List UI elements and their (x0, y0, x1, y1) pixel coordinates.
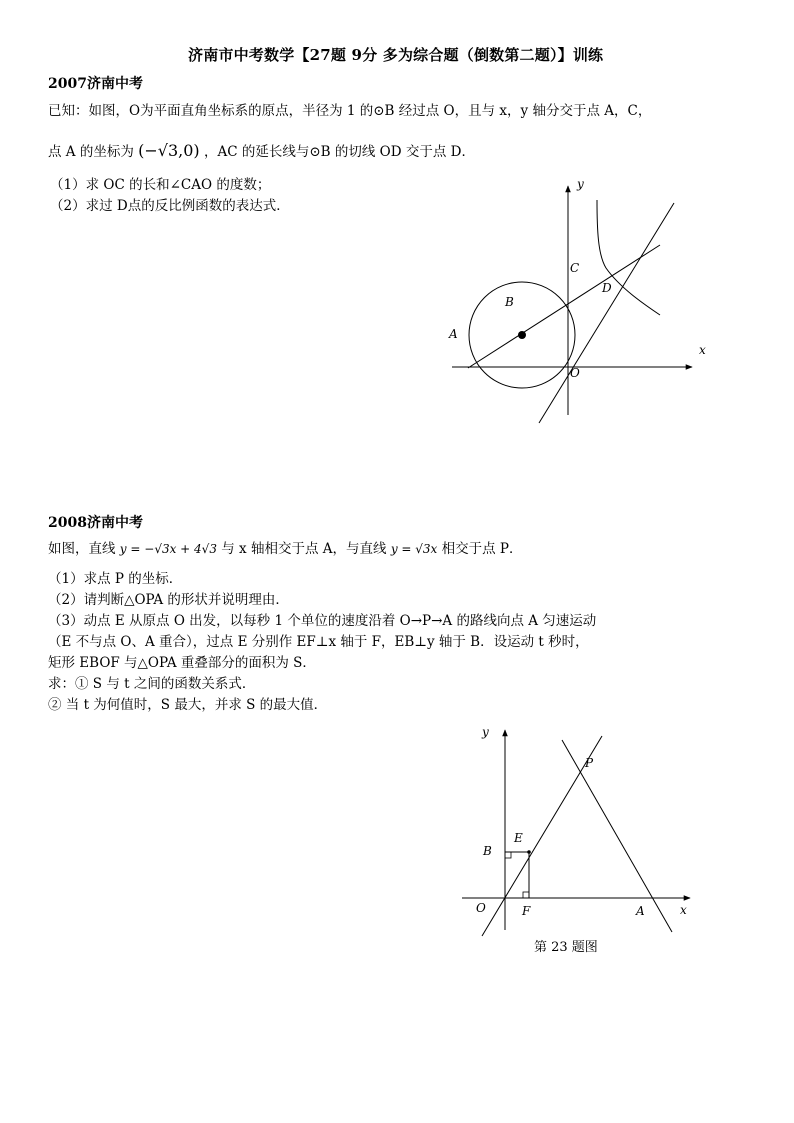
right-angle-f (523, 892, 529, 898)
label-a: A (636, 904, 645, 918)
line-op (482, 736, 602, 936)
problem-2007-line1: 已知：如图，O为平面直角坐标系的原点，半径为 1 的⊙B 经过点 O，且与 x，y 轴分交于点 A，C， (48, 103, 652, 119)
problem-2008-line1-text-a: 如图，直线 (48, 541, 116, 557)
label-y: y (577, 177, 584, 191)
problem-2008-line1-text-c: 相交于点 P． (441, 541, 523, 557)
hyperbola-curve (597, 200, 660, 315)
equation-line-op: y = √3x (390, 542, 438, 556)
label-e: E (514, 831, 523, 845)
problem-2007-line2 (48, 142, 475, 161)
question-2007-1: （1）求 OC 的长和∠CAO 的度数； (50, 177, 271, 193)
label-b: B (505, 295, 514, 309)
page-title: 济南市中考数学【27题 9分 多为综合题（倒数第二题）】训练 (188, 46, 604, 64)
problem-2007-line2-text-a: 点 A 的坐标为 (48, 144, 134, 160)
problem-2008-line1 (48, 540, 523, 558)
label-p: P (585, 756, 594, 770)
label-o: O (570, 366, 580, 380)
question-2008-3-line3: 矩形 EBOF 与△OPA 重叠部分的面积为 S． (48, 655, 316, 671)
figure-caption: 第 23 题图 (534, 940, 598, 955)
label-o: O (476, 901, 486, 915)
label-c: C (570, 261, 580, 275)
label-a: A (449, 327, 458, 341)
label-x: x (699, 343, 706, 357)
question-2008-3-line4: 求：① S 与 t 之间的函数关系式． (48, 676, 256, 692)
point-e-dot (527, 850, 531, 854)
question-2008-1: （1）求点 P 的坐标． (48, 571, 183, 587)
question-2008-2: （2）请判断△OPA 的形状并说明理由． (48, 592, 289, 608)
figure-2008-triangle (462, 722, 702, 962)
question-2007-2: （2）求过 D点的反比例函数的表达式． (50, 198, 290, 214)
question-2008-3-line1: （3）动点 E 从原点 O 出发，以每秒 1 个单位的速度沿着 O→P→A 的路线向点 A 匀速运动 (48, 613, 597, 629)
label-x: x (680, 903, 687, 917)
label-y: y (482, 725, 489, 739)
question-2008-3-line5: ② 当 t 为何值时，S 最大，并求 S 的最大值． (48, 697, 328, 713)
label-b: B (483, 844, 492, 858)
line-pa (562, 740, 672, 932)
tangent-od (539, 203, 674, 423)
problem-2007-line2-text-b: ，AC 的延长线与⊙B 的切线 OD 交于点 D． (203, 144, 475, 160)
section-heading-2008: 2008济南中考 (48, 515, 143, 531)
section-heading-2007: 2007济南中考 (48, 76, 143, 92)
equation-line-pa: y = −√3x + 4√3 (119, 542, 217, 556)
line-acd (468, 245, 660, 368)
point-a-coordinate: (−√3,0) (138, 141, 200, 160)
figure-2007-circle-tangent (440, 170, 720, 430)
problem-2008-line1-text-b: 与 x 轴相交于点 A，与直线 (221, 541, 387, 557)
question-2008-3-line2: （E 不与点 O、A 重合），过点 E 分别作 EF⊥x 轴于 F，EB⊥y 轴于 B．设运动 t 秒时， (48, 634, 589, 650)
label-f: F (522, 904, 531, 918)
label-d: D (602, 281, 612, 295)
right-angle-b (505, 852, 511, 858)
